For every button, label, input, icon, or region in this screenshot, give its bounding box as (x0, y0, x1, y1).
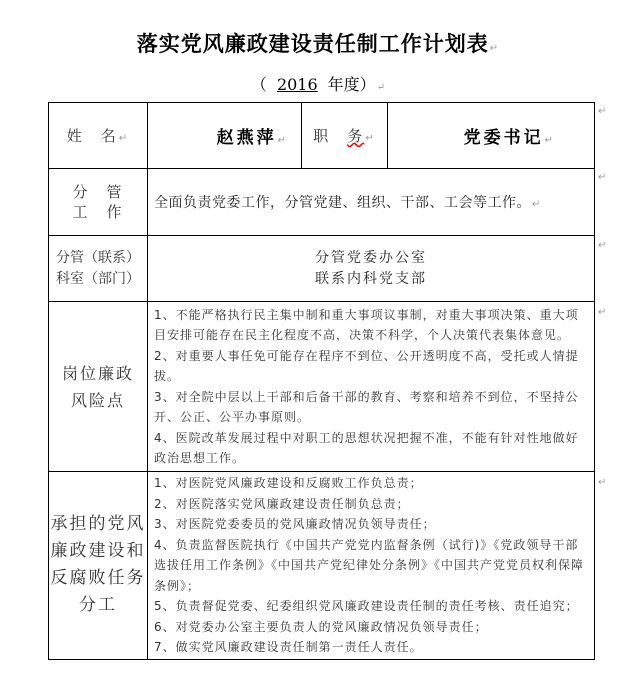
paragraph-mark-icon: ↵ (489, 43, 500, 54)
table-row-duty (49, 169, 595, 236)
document-subtitle (0, 72, 636, 95)
task-items-cell (148, 472, 595, 660)
name-label-cell: 姓 名↵ (49, 103, 148, 169)
table-row-tasks (49, 472, 595, 660)
row-end-mark-icon: ↵ (598, 307, 607, 318)
row-end-mark-icon: ↵ (598, 106, 607, 117)
document-title: 落实党风廉政建设责任制工作计划表↵ (136, 32, 500, 56)
list-item: 2、对重要人事任免可能存在程序不到位、公开透明度不高，受托或人情提拔。 (154, 348, 579, 383)
name-value-cell: 赵燕萍↵ (148, 103, 302, 169)
year-value: 2016 (276, 75, 318, 94)
position-label-cell: 职 务↵ (302, 103, 388, 169)
position-value-cell: 党委书记↵ (388, 103, 595, 169)
department-value-cell: 分管党委办公室 联系内科党支部 (148, 236, 595, 302)
duty-value-cell: 全面负责党委工作，分管党建、组织、干部、工会等工作。↵ (148, 169, 595, 236)
table-row-risk (49, 302, 595, 472)
duty-label-cell: 分 管 工 作 (49, 169, 148, 236)
list-item: 1、不能严格执行民主集中制和重大事项议事制，对重大事项决策、重大项目安排可能存在民主化程度不高，决策不科学，个人决策代表集体意见。 (154, 307, 579, 342)
risk-items-cell (148, 302, 595, 472)
paragraph-mark-icon: ↵ (376, 82, 386, 93)
subtitle-prefix: （ (250, 75, 267, 94)
list-item: 4、负责监督医院执行《中国共产党党内监督条例（试行)》《党政领导干部选拔任用工作条例》《中国共产党纪律处分条例》《中国共产党党员权利保障条例》； (154, 537, 585, 593)
risk-label-cell: 岗位廉政 风险点 (49, 302, 148, 472)
list-item: 3、对医院党委委员的党风廉政情况负领导责任； (154, 517, 436, 531)
responsibility-plan-table (48, 102, 595, 660)
row-end-mark-icon: ↵ (598, 240, 607, 251)
row-end-mark-icon: ↵ (598, 172, 607, 183)
row-end-mark-icon: ↵ (598, 477, 607, 488)
table-row-name (49, 103, 595, 169)
list-item: 3、对全院中层以上干部和后备干部的教育、考察和培养不到位，不坚持公开、公正、公平办事原则。 (154, 389, 579, 424)
list-item: 2、对医院落实党风廉政建设责任制负总责； (154, 496, 410, 511)
list-item: 1、对医院党风廉政建设和反腐败工作负总责； (154, 476, 423, 490)
list-item: 6、对党委办公室主要负责人的党风廉政情况负领导责任； (154, 619, 488, 634)
department-label-cell: 分管（联系） 科室（部门） (49, 236, 148, 302)
list-item: 7、做实党风廉政建设责任制第一责任人责任。 (154, 640, 423, 654)
list-item: 5、负责督促党委、纪委组织党风廉政建设责任制的责任考核、责任追究； (154, 599, 579, 613)
task-label-cell: 承担的党风 廉政建设和 反腐败任务 分工 (49, 472, 148, 660)
table-row-department (49, 236, 595, 302)
list-item: 4、医院改革发展过程中对职工的思想状况把握不准，不能有针对性地做好政治思想工作。 (154, 430, 579, 465)
subtitle-suffix: 年度） (327, 75, 376, 94)
